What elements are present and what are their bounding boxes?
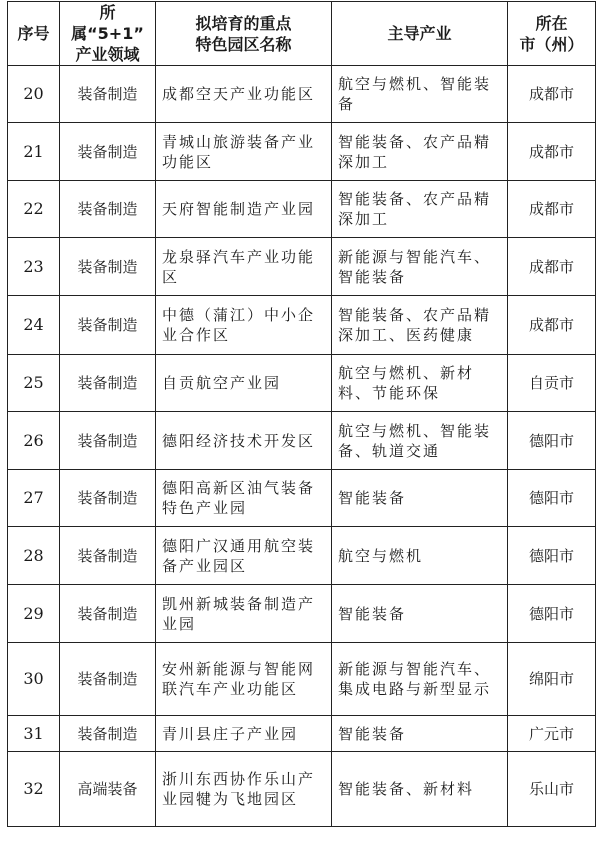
- row-park-name: 成都空天产业功能区: [156, 66, 332, 123]
- parks-table: [7, 1, 596, 827]
- row-industry: 智能装备: [332, 585, 508, 643]
- table-row: [8, 123, 596, 181]
- table-row: [8, 238, 596, 296]
- row-industry: 新能源与智能汽车、智能装备: [332, 238, 508, 296]
- table-row: [8, 470, 596, 527]
- row-domain: 高端装备: [60, 752, 156, 827]
- table-row: [8, 752, 596, 827]
- table-header-row: [8, 2, 596, 66]
- row-city: 德阳市: [508, 470, 596, 527]
- row-city: 成都市: [508, 181, 596, 238]
- row-domain: 装备制造: [60, 716, 156, 752]
- row-domain: 装备制造: [60, 585, 156, 643]
- row-park-name: 中德（蒲江）中小企业合作区: [156, 296, 332, 355]
- row-seq: 25: [8, 355, 60, 412]
- row-park-name: 青川县庄子产业园: [156, 716, 332, 752]
- row-domain: 装备制造: [60, 123, 156, 181]
- row-park-name: 浙川东西协作乐山产业园犍为飞地园区: [156, 752, 332, 827]
- row-domain: 装备制造: [60, 66, 156, 123]
- row-domain: 装备制造: [60, 296, 156, 355]
- row-domain: 装备制造: [60, 412, 156, 470]
- row-domain: 装备制造: [60, 527, 156, 585]
- table-row: [8, 296, 596, 355]
- row-seq: 31: [8, 716, 60, 752]
- row-city: 成都市: [508, 123, 596, 181]
- row-city: 德阳市: [508, 585, 596, 643]
- row-park-name: 德阳广汉通用航空装备产业园区: [156, 527, 332, 585]
- row-industry: 新能源与智能汽车、集成电路与新型显示: [332, 643, 508, 716]
- table-row: [8, 716, 596, 752]
- row-domain: 装备制造: [60, 643, 156, 716]
- row-park-name: 德阳高新区油气装备特色产业园: [156, 470, 332, 527]
- row-seq: 23: [8, 238, 60, 296]
- row-seq: 32: [8, 752, 60, 827]
- table-row: [8, 181, 596, 238]
- row-industry: 航空与燃机、智能装备: [332, 66, 508, 123]
- row-park-name: 天府智能制造产业园: [156, 181, 332, 238]
- row-park-name: 凯州新城装备制造产业园: [156, 585, 332, 643]
- row-city: 成都市: [508, 296, 596, 355]
- row-domain: 装备制造: [60, 238, 156, 296]
- table-row: [8, 585, 596, 643]
- row-industry: 航空与燃机、新材料、节能环保: [332, 355, 508, 412]
- header-industry: 主导产业: [332, 2, 508, 66]
- header-seq: 序号: [8, 2, 60, 66]
- table-row: [8, 412, 596, 470]
- row-seq: 21: [8, 123, 60, 181]
- row-domain: 装备制造: [60, 355, 156, 412]
- row-park-name: 青城山旅游装备产业功能区: [156, 123, 332, 181]
- table-row: [8, 355, 596, 412]
- row-city: 绵阳市: [508, 643, 596, 716]
- row-seq: 22: [8, 181, 60, 238]
- table-row: [8, 527, 596, 585]
- row-seq: 24: [8, 296, 60, 355]
- table-row: [8, 66, 596, 123]
- header-domain: 所属“5+1” 产业领域: [60, 2, 156, 66]
- row-city: 成都市: [508, 66, 596, 123]
- row-industry: 航空与燃机、智能装备、轨道交通: [332, 412, 508, 470]
- row-city: 德阳市: [508, 527, 596, 585]
- row-industry: 智能装备: [332, 470, 508, 527]
- row-seq: 26: [8, 412, 60, 470]
- row-industry: 智能装备、农产品精深加工、医药健康: [332, 296, 508, 355]
- row-city: 德阳市: [508, 412, 596, 470]
- row-seq: 28: [8, 527, 60, 585]
- row-industry: 智能装备: [332, 716, 508, 752]
- row-seq: 27: [8, 470, 60, 527]
- row-domain: 装备制造: [60, 470, 156, 527]
- header-park-name: 拟培育的重点 特色园区名称: [156, 2, 332, 66]
- row-city: 乐山市: [508, 752, 596, 827]
- row-city: 广元市: [508, 716, 596, 752]
- row-industry: 智能装备、农产品精深加工: [332, 123, 508, 181]
- row-park-name: 龙泉驿汽车产业功能区: [156, 238, 332, 296]
- row-city: 成都市: [508, 238, 596, 296]
- row-industry: 智能装备、农产品精深加工: [332, 181, 508, 238]
- header-city: 所在 市（州）: [508, 2, 596, 66]
- row-domain: 装备制造: [60, 181, 156, 238]
- row-park-name: 德阳经济技术开发区: [156, 412, 332, 470]
- row-seq: 20: [8, 66, 60, 123]
- row-seq: 30: [8, 643, 60, 716]
- row-industry: 智能装备、新材料: [332, 752, 508, 827]
- row-seq: 29: [8, 585, 60, 643]
- row-city: 自贡市: [508, 355, 596, 412]
- row-industry: 航空与燃机: [332, 527, 508, 585]
- row-park-name: 安州新能源与智能网联汽车产业功能区: [156, 643, 332, 716]
- row-park-name: 自贡航空产业园: [156, 355, 332, 412]
- table-row: [8, 643, 596, 716]
